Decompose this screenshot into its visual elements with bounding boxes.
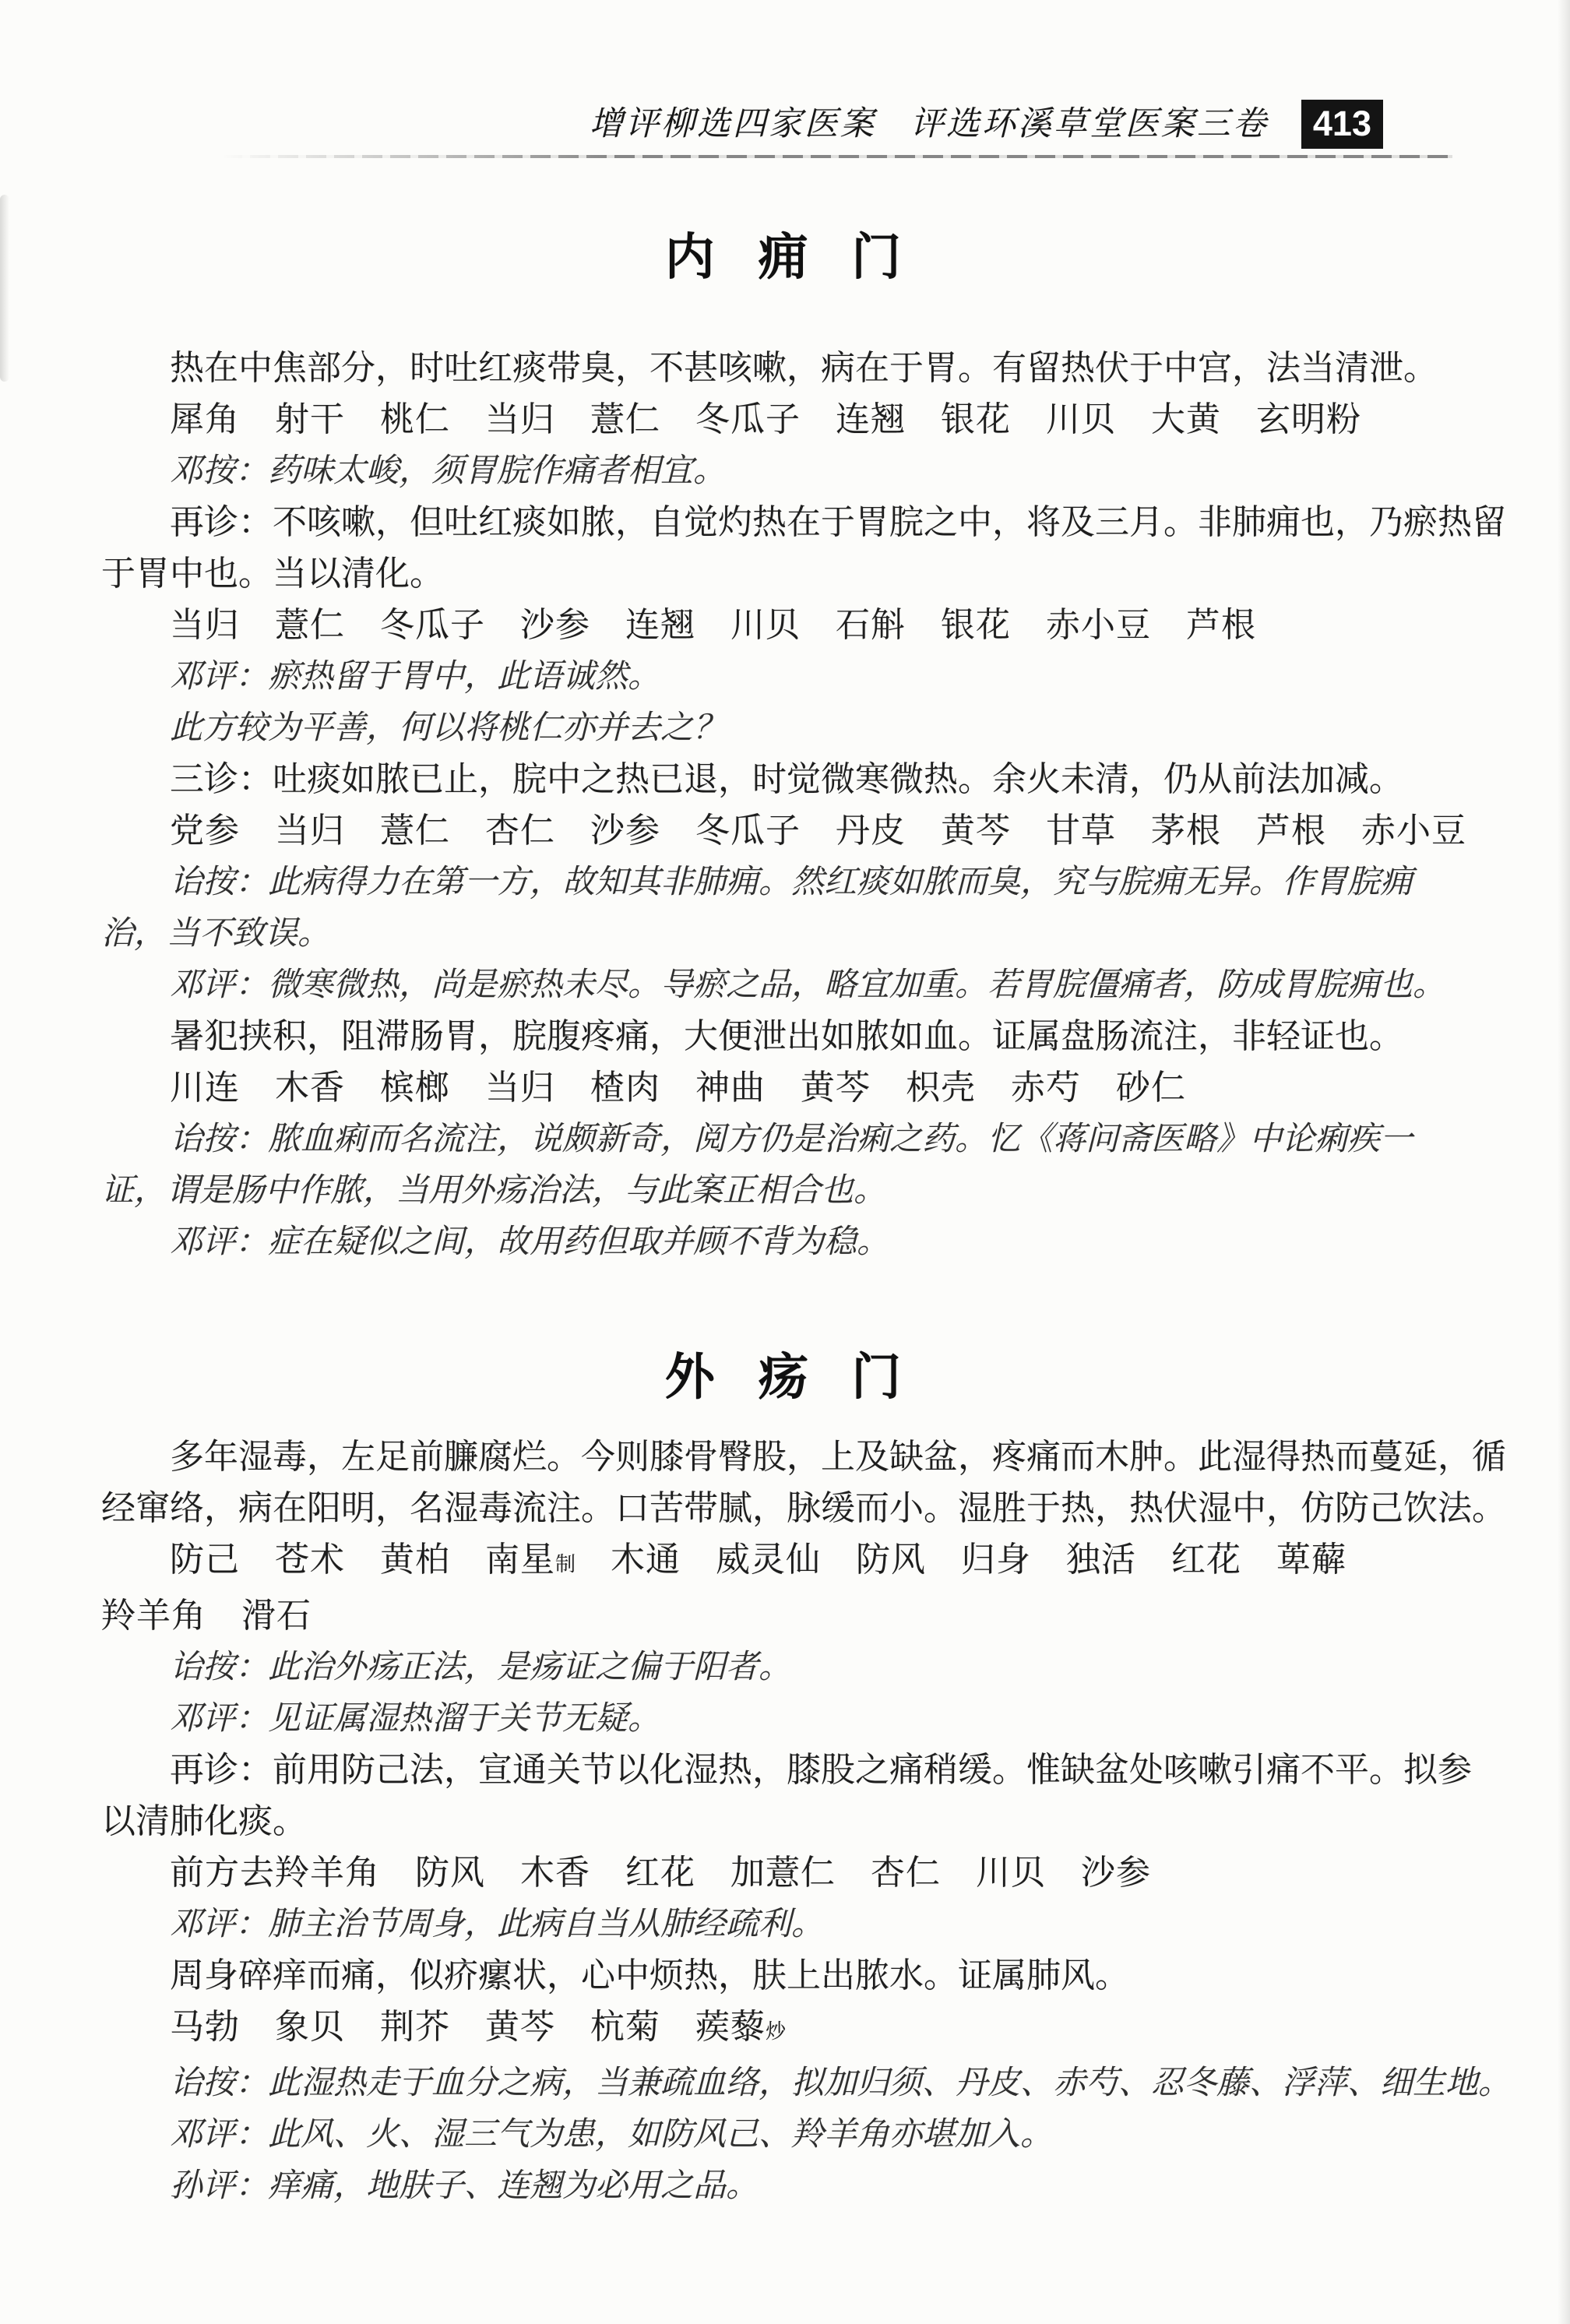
case-line: 三诊：吐痰如脓已止，脘中之热已退，时觉微寒微热。余火未清，仍从前法加减。 (170, 760, 1403, 798)
header-book-title: 增评柳选四家医案 (589, 105, 876, 143)
herbs-text: 马勃 象贝 荆芥 黄芩 杭菊 蒺藜 (170, 2008, 766, 2046)
herbs-line: 党参 当归 薏仁 杏仁 沙参 冬瓜子 丹皮 黄芩 甘草 茅根 芦根 赤小豆 (170, 812, 1466, 850)
herb-preparation-note: 制 (555, 1553, 576, 1576)
case-line: 以清肺化痰。 (101, 1802, 307, 1840)
header-divider-rule (222, 155, 1452, 158)
scan-edge-shadow (1558, 0, 1570, 2324)
comment-line: 邓评：瘀热留于胃中，此语诚然。 (170, 659, 661, 695)
case-line: 暑犯挟积，阻滞肠胃，脘腹疼痛，大便泄出如脓如血。证属盘肠流注，非轻证也。 (170, 1017, 1403, 1055)
comment-line: 此方较为平善，何以将桃仁亦并去之？ (170, 710, 727, 746)
section-title-external-sores: 外 疡 门 (664, 1349, 906, 1405)
herbs-line-with-note (101, 2002, 1473, 2058)
comment-line: 诒按：此治外疡正法，是疡证之偏于阳者。 (170, 1650, 792, 1685)
section-external-sores-body (101, 1431, 1512, 2212)
case-line: 再诊：前用防己法，宣通关节以化湿热，膝股之痛稍缓。惟缺盆处咳嗽引痛不平。拟参 (170, 1751, 1472, 1789)
herbs-text: 防己 苍术 黄柏 南星 (170, 1541, 555, 1579)
herbs-line: 羚羊角 滑石 (101, 1597, 312, 1635)
page-number-badge: 413 (1301, 100, 1383, 149)
case-line: 经窜络，病在阳明，名湿毒流注。口苦带腻，脉缓而小。湿胜于热，热伏湿中，仿防己饮法。 (101, 1489, 1506, 1527)
herbs-line: 犀角 射干 桃仁 当归 薏仁 冬瓜子 连翘 银花 川贝 大黄 玄明粉 (170, 400, 1361, 438)
running-header (101, 100, 1383, 148)
comment-line: 证，谓是肠中作脓，当用外疡治法，与此案正相合也。 (101, 1173, 887, 1209)
section-internal-abscess-body (101, 343, 1506, 1268)
comment-line: 邓评：肺主治节周身，此病自当从肺经疏利。 (170, 1907, 825, 1942)
comment-line: 治，当不致误。 (101, 916, 331, 952)
comment-line: 诒按：此病得力在第一方，故知其非肺痈。然红痰如脓而臭，究与脘痈无异。作胃脘痈 (170, 864, 1413, 900)
case-line: 热在中焦部分，时吐红痰带臭，不甚咳嗽，病在于胃。有留热伏于中宫，法当清泄。 (170, 349, 1438, 387)
herbs-line-with-note (101, 1534, 1473, 1590)
header-volume-title: 评选环溪草堂医案三卷 (910, 105, 1269, 143)
herb-preparation-note: 炒 (766, 2020, 787, 2043)
scan-smudge (0, 195, 9, 382)
case-line: 周身碎痒而痛，似疥瘰状，心中烦热，肤上出脓水。证属肺风。 (170, 1956, 1129, 1995)
comment-line: 邓评：微寒微热，尚是瘀热未尽。导瘀之品，略宜加重。若胃脘僵痛者，防成胃脘痈也。 (170, 967, 1446, 1003)
comment-line: 诒按：脓血痢而名流注，说颇新奇，阅方仍是治痢之药。忆《蒋问斋医略》中论痢疾一 (170, 1122, 1413, 1157)
section-title-internal-abscess: 内 痈 门 (664, 229, 906, 285)
comment-line: 诒按：此湿热走于血分之病，当兼疏血络，拟加归须、丹皮、赤芍、忍冬藤、浮萍、细生地。 (170, 2065, 1512, 2101)
herbs-line: 前方去羚羊角 防风 木香 红花 加薏仁 杏仁 川贝 沙参 (170, 1854, 1151, 1892)
comment-line: 邓评：此风、火、湿三气为患，如防风己、羚羊角亦堪加入。 (170, 2117, 1054, 2153)
herbs-line: 川连 木香 槟榔 当归 楂肉 神曲 黄芩 枳壳 赤芍 砂仁 (170, 1069, 1186, 1107)
case-line: 于胃中也。当以清化。 (101, 555, 444, 593)
comment-line: 孙评：痒痛，地肤子、连翘为必用之品。 (170, 2168, 759, 2204)
comment-line: 邓评：见证属湿热溜于关节无疑。 (170, 1701, 661, 1737)
herbs-text: 木通 威灵仙 防风 归身 独活 红花 萆薢 (576, 1541, 1347, 1579)
comment-line: 邓评：症在疑似之间，故用药但取并顾不背为稳。 (170, 1224, 890, 1260)
case-line: 多年湿毒，左足前臁腐烂。今则膝骨臀股，上及缺盆，疼痛而木肿。此湿得热而蔓延，循 (170, 1438, 1506, 1476)
herbs-line: 当归 薏仁 冬瓜子 沙参 连翘 川贝 石斛 银花 赤小豆 芦根 (170, 606, 1256, 644)
case-line: 再诊：不咳嗽，但吐红痰如脓，自觉灼热在于胃脘之中，将及三月。非肺痈也，乃瘀热留 (170, 503, 1506, 541)
comment-line: 邓按：药味太峻，须胃脘作痛者相宜。 (170, 453, 727, 489)
